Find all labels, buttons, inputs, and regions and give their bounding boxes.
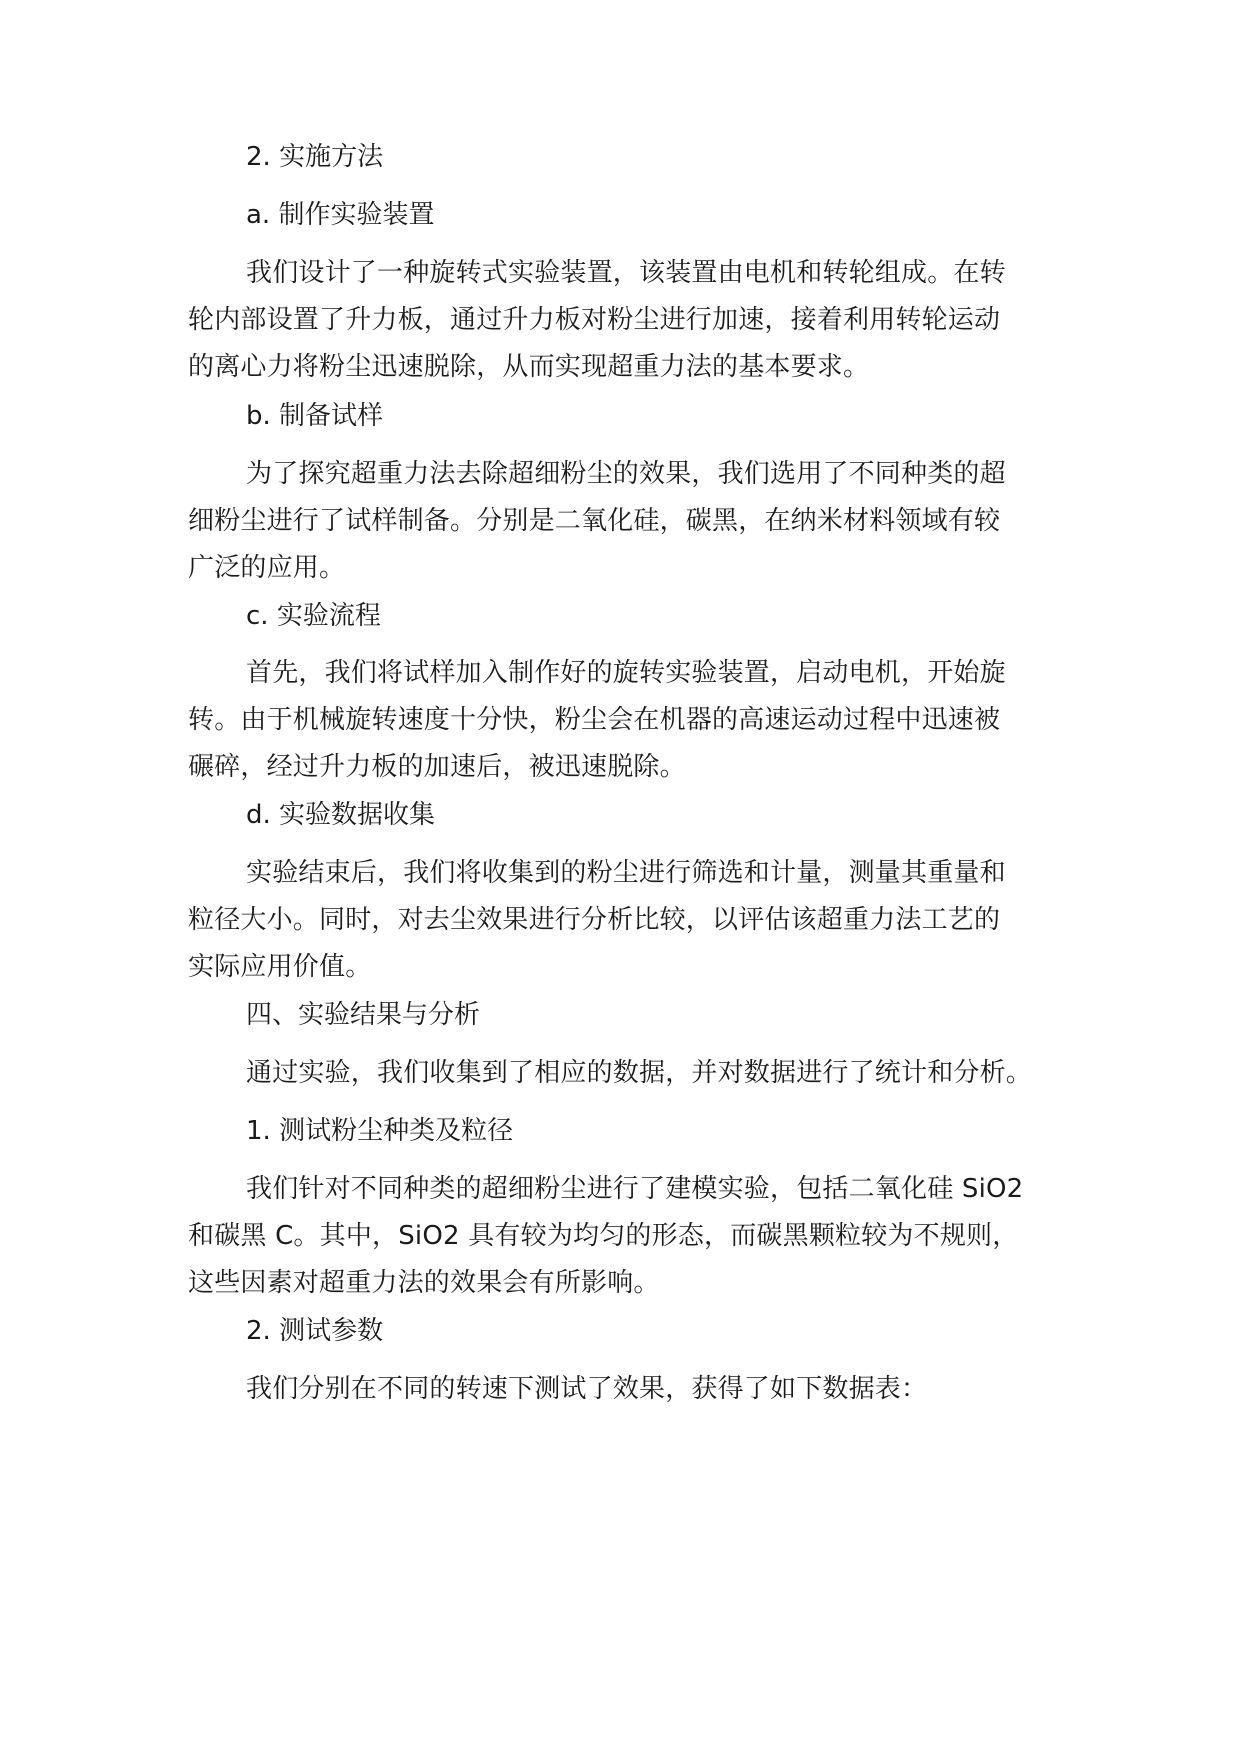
paragraph-line: 轮内部设置了升力板，通过升力板对粉尘进行加速，接着利用转轮运动 — [188, 305, 1001, 335]
subsection-heading-1: 1. 测试粉尘种类及粒径 — [246, 1116, 514, 1146]
paragraph-parameters — [188, 1366, 1048, 1413]
paragraph-line: 广泛的应用。 — [188, 553, 346, 583]
section-heading-implementation: 2. 实施方法 — [246, 142, 384, 172]
paragraph-line: 我们设计了一种旋转式实验装置，该装置由电机和转轮组成。在转 — [246, 258, 1006, 288]
paragraph-line: 的离心力将粉尘迅速脱除，从而实现超重力法的基本要求。 — [188, 352, 870, 382]
paragraph-c — [188, 650, 1048, 791]
subsection-heading-b: b. 制备试样 — [246, 401, 384, 431]
paragraph-line: 粒径大小。同时，对去尘效果进行分析比较，以评估该超重力法工艺的 — [188, 905, 1001, 935]
paragraph-dust-types — [188, 1166, 1048, 1307]
paragraph-b — [188, 451, 1048, 592]
paragraph-line: 细粉尘进行了试样制备。分别是二氧化硅，碳黑，在纳米材料领域有较 — [188, 506, 1001, 536]
subsection-heading-c: c. 实验流程 — [246, 601, 381, 631]
paragraph-line: 这些因素对超重力法的效果会有所影响。 — [188, 1268, 660, 1298]
subsection-heading-2: 2. 测试参数 — [246, 1316, 384, 1346]
paragraph-line: 实际应用价值。 — [188, 952, 372, 982]
paragraph-line: 为了探究超重力法去除超细粉尘的效果，我们选用了不同种类的超 — [246, 459, 1006, 489]
paragraph-line: 转。由于机械旋转速度十分快，粉尘会在机器的高速运动过程中迅速被 — [188, 705, 1001, 735]
paragraph-a — [188, 250, 1048, 391]
paragraph-line: 我们针对不同种类的超细粉尘进行了建模实验，包括二氧化硅 SiO2 — [246, 1174, 1024, 1204]
section-heading-results: 四、实验结果与分析 — [246, 1000, 481, 1030]
paragraph-line: 我们分别在不同的转速下测试了效果，获得了如下数据表： — [246, 1374, 928, 1404]
paragraph-line: 碾碎，经过升力板的加速后，被迅速脱除。 — [188, 752, 686, 782]
subsection-heading-a: a. 制作实验装置 — [246, 200, 435, 230]
paragraph-line: 首先，我们将试样加入制作好的旋转实验装置，启动电机，开始旋 — [246, 658, 1006, 688]
paragraph-line: 实验结束后，我们将收集到的粉尘进行筛选和计量，测量其重量和 — [246, 858, 1006, 888]
subsection-heading-d: d. 实验数据收集 — [246, 800, 436, 830]
paragraph-d — [188, 850, 1048, 991]
paragraph-line: 和碳黑 C。其中，SiO2 具有较为均匀的形态，而碳黑颗粒较为不规则， — [188, 1221, 1019, 1251]
paragraph-results-intro — [188, 1050, 1048, 1097]
paragraph-line: 通过实验，我们收集到了相应的数据，并对数据进行了统计和分析。 — [246, 1058, 1033, 1088]
